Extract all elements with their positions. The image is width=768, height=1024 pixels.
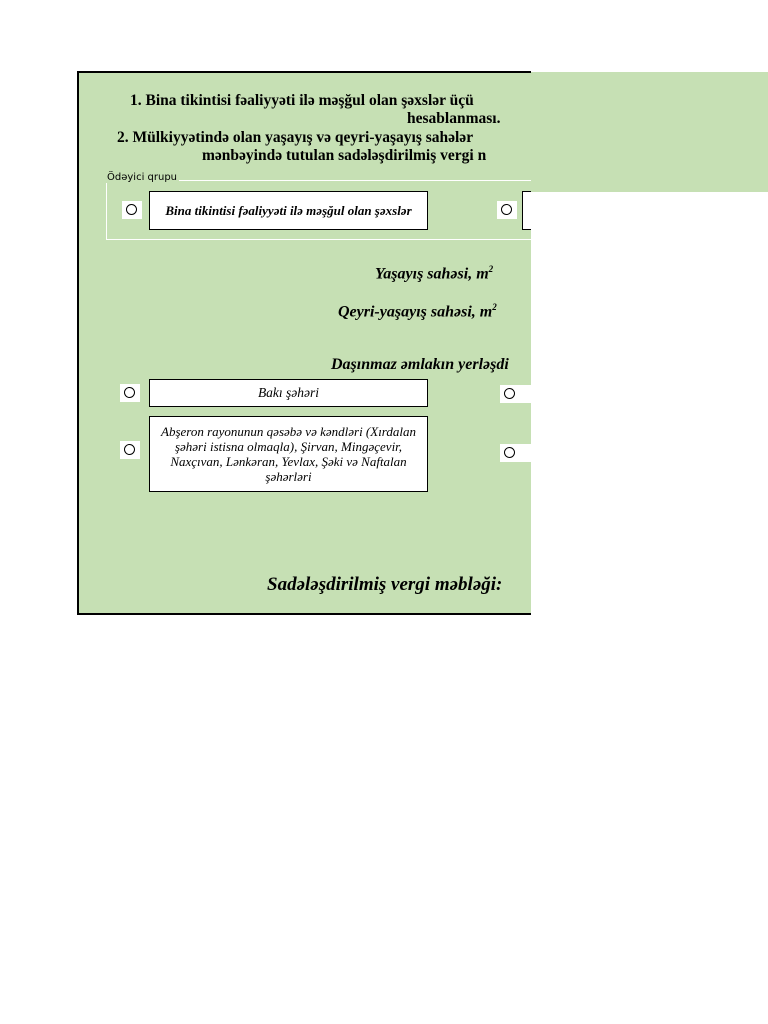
- radio-circle-icon: [126, 204, 137, 215]
- radio-circle-icon: [504, 447, 515, 458]
- radio-circle-icon: [124, 444, 135, 455]
- payer-option-2-label[interactable]: [522, 191, 531, 230]
- location-option-4-radio[interactable]: [500, 444, 520, 462]
- title-line-3: 2. Mülkiyyətində olan yaşayış və qeyri-yaşayış sahələr: [117, 129, 474, 146]
- payer-option-1-radio[interactable]: [122, 201, 142, 219]
- location-baku-label[interactable]: Bakı şəhəri: [149, 379, 428, 407]
- location-baku-radio[interactable]: [120, 384, 140, 402]
- residential-area-label: Yaşayış sahəsi, $m^2$: [375, 264, 494, 283]
- location-absheron-radio[interactable]: [120, 441, 140, 459]
- radio-circle-icon: [124, 387, 135, 398]
- location-option-4-label[interactable]: [520, 444, 531, 462]
- title-line-1: 1. Bina tikintisi fəaliyyəti ilə məşğul olan şəxslər üçü: [130, 92, 474, 109]
- payer-option-2-radio[interactable]: [497, 201, 517, 219]
- location-absheron-label[interactable]: Abşeron rayonunun qəsəbə və kəndləri (Xırdalan şəhəri istisna olmaqla), Şirvan, Mingəçevir, Naxçıvan, Lənkəran, Yevlax, Şəki və Naftalan şəhərləri: [149, 416, 428, 492]
- radio-circle-icon: [501, 204, 512, 215]
- payer-group-label: Ödəyici qrupu: [107, 172, 178, 183]
- location-option-3-label[interactable]: [520, 385, 531, 403]
- title-line-4: mənbəyində tutulan sadələşdirilmiş vergi n: [202, 147, 487, 164]
- title-line-2: hesablanması.: [407, 110, 501, 127]
- radio-circle-icon: [504, 388, 515, 399]
- nonresidential-area-label: Qeyri-yaşayış sahəsi, $m^2$: [338, 302, 497, 321]
- header-extension: [531, 72, 768, 192]
- location-option-3-radio[interactable]: [500, 385, 520, 403]
- location-heading: Daşınmaz əmlakın yerləşdi: [331, 356, 509, 373]
- simplified-tax-amount-label: Sadələşdirilmiş vergi məbləği:: [267, 574, 503, 595]
- payer-option-1-label[interactable]: Bina tikintisi fəaliyyəti ilə məşğul olan şəxslər: [149, 191, 428, 230]
